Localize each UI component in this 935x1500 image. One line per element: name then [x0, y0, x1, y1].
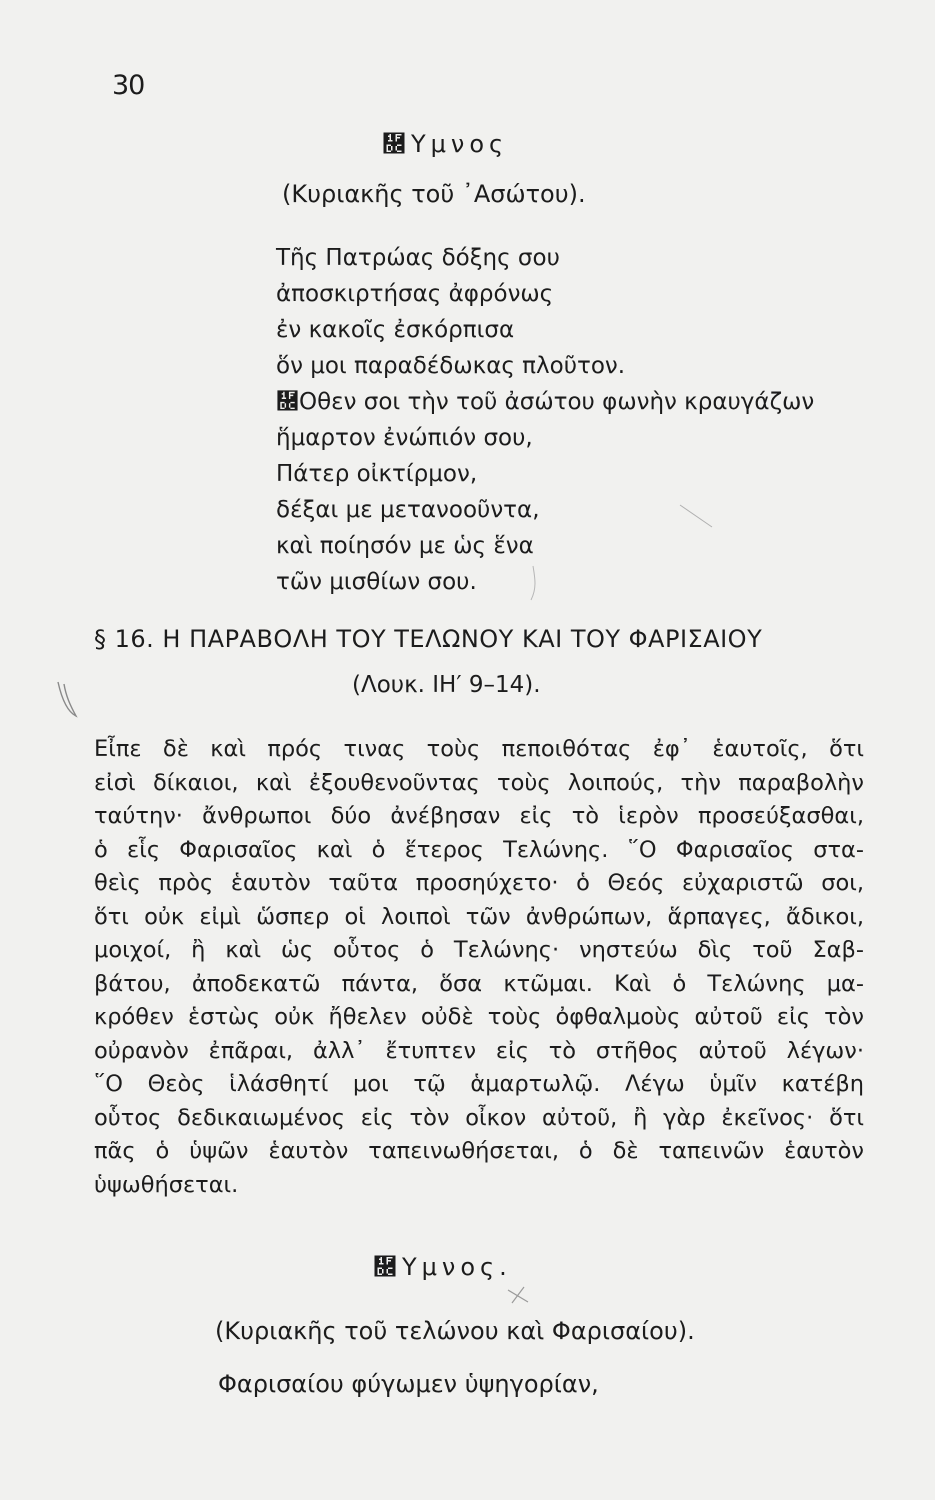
- verse-line: καὶ ποίησόν με ὡς ἕνα: [276, 533, 534, 559]
- verse-line: τῶν μισθίων σου.: [276, 569, 477, 595]
- text-line: Εἶπε δὲ καὶ πρός τινας τοὺς πεποιθότας ἐφ᾿ ἑαυτοῖς, ὅτι: [94, 736, 864, 762]
- text-line: κρόθεν ἑστὼς οὐκ ἤθελεν οὐδὲ τοὺς ὀφθαλμοὺς αὐτοῦ εἰς τὸν: [94, 1004, 864, 1030]
- verse-line: Τῆς Πατρώας δόξης σου: [276, 245, 560, 271]
- hymn-verse: [276, 240, 814, 600]
- hymn-heading-2: ῜Υμνος.: [373, 1253, 512, 1281]
- text-line: οὐρανὸν ἐπᾶραι, ἀλλ᾿ ἔτυπτεν εἰς τὸ στῆθος αὐτοῦ λέγων·: [94, 1037, 864, 1064]
- section-title: § 16. Η ΠΑΡΑΒΟΛΗ ΤΟΥ ΤΕΛΩΝΟΥ ΚΑΙ ΤΟΥ ΦΑΡΙΣΑΙΟΥ: [94, 625, 763, 653]
- verse-line: ἐν κακοῖς ἐσκόρπισα: [276, 317, 515, 343]
- scripture-reference: (Λουκ. ΙΗ′ 9–14).: [352, 672, 541, 698]
- verse-line: δέξαι με μετανοοῦντα,: [276, 497, 540, 523]
- pencil-mark-left: [58, 682, 76, 716]
- hymn-heading: ῜Υμνος: [382, 130, 509, 158]
- page-number: 30: [112, 70, 145, 101]
- hymn-subtitle-2: (Κυριακῆς τοῦ τελώνου καὶ Φαρισαίου).: [215, 1317, 695, 1345]
- text-line: ὁ εἷς Φαρισαῖος καὶ ὁ ἕτερος Τελώνης. ῞Ο Φαρισαῖος στα-: [94, 836, 864, 863]
- pencil-mark-cross: [508, 1287, 528, 1303]
- verse-line: Πάτερ οἰκτίρμον,: [276, 461, 478, 487]
- verse-line: ἀποσκιρτήσας ἀφρόνως: [276, 281, 554, 307]
- verse-line: ἥμαρτον ἐνώπιόν σου,: [276, 425, 533, 451]
- text-line: εἰσὶ δίκαιοι, καὶ ἐξουθενοῦντας τοὺς λοιπούς, τὴν παραβολὴν: [94, 769, 864, 796]
- text-line: οὗτος δεδικαιωμένος εἰς τὸν οἶκον αὐτοῦ, ἢ γὰρ ἐκεῖνος· ὅτι: [94, 1104, 864, 1131]
- text-line: ῞Ο Θεὸς ἱλάσθητί μοι τῷ ἁμαρτωλῷ. Λέγω ὑμῖν κατέβη: [94, 1071, 864, 1097]
- text-line: θεὶς πρὸς ἑαυτὸν ταῦτα προσηύχετο· ὁ Θεός εὐχαριστῶ σοι,: [94, 870, 864, 896]
- text-line: ὅτι οὐκ εἰμὶ ὥσπερ οἱ λοιποὶ τῶν ἀνθρώπων, ἅρπαγες, ἄδικοι,: [94, 903, 864, 930]
- verse-line: Φαρισαίου φύγωμεν ὑψηγορίαν,: [218, 1370, 599, 1398]
- body-paragraph: [94, 733, 864, 1202]
- text-line: ταύτην· ἄνθρωποι δύο ἀνέβησαν εἰς τὸ ἱερὸν προσεύξασθαι,: [94, 803, 864, 829]
- text-line: πᾶς ὁ ὑψῶν ἑαυτὸν ταπεινωθήσεται, ὁ δὲ ταπεινῶν ἑαυτὸν: [94, 1138, 864, 1164]
- hymn-subtitle: (Κυριακῆς τοῦ ᾿Ασώτου).: [282, 180, 586, 208]
- verse-line: ῜Οθεν σοι τὴν τοῦ ἀσώτου φωνὴν κραυγάζων: [276, 389, 815, 415]
- text-line: ὑψωθήσεται.: [94, 1171, 239, 1198]
- text-line: βάτου, ἀποδεκατῶ πάντα, ὅσα κτῶμαι. Καὶ ὁ Τελώνης μα-: [94, 970, 864, 997]
- verse-line: ὅν μοι παραδέδωκας πλοῦτον.: [276, 353, 626, 379]
- text-line: μοιχοί, ἢ καὶ ὡς οὗτος ὁ Τελώνης· νηστεύω δὶς τοῦ Σαβ-: [94, 937, 864, 963]
